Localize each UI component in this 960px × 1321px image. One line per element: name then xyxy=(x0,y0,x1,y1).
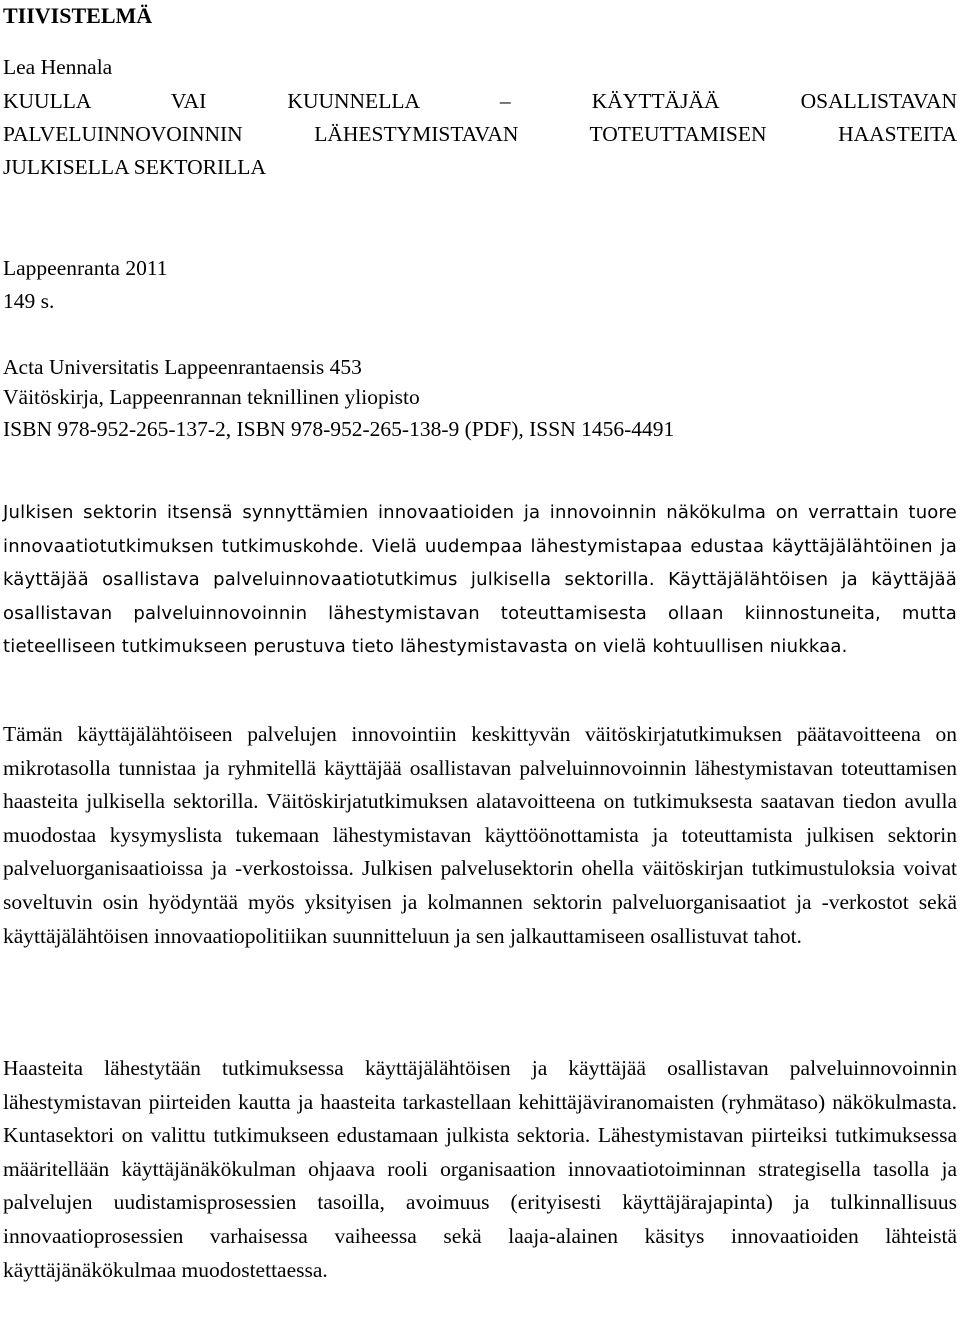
abstract-paragraph-2: Tämän käyttäjälähtöiseen palvelujen innovointiin keskittyvän väitöskirjatutkimuksen päätavoitteena on mikrotasolla tunnistaa ja ryhmitellä käyttäjää osallistavan palveluinnovoinnin lähestymistavan toteuttamisen haasteita julkisella sektorilla. Väitöskirjatutkimuksen alatavoitteena on tutkimuksesta saatavan tiedon avulla muodostaa kysymyslista tukemaan lähestymistavan käyttöönottamista ja toteuttamista julkisen sektorin palveluorganisaatioissa ja -verkostoissa. Julkisen palvelusektorin ohella väitöskirjan tutkimustuloksia voivat soveltuvin osin hyödyntää myös yksityisen ja kolmannen sektorin palveluorganisaatiot ja -verkostot sekä käyttäjälähtöisen innovaatiopolitiikan suunnitteluun ja sen jalkauttamiseen osallistuvat tahot. xyxy=(3,722,957,948)
title-line-2: PALVELUINNOVOINNIN LÄHESTYMISTAVAN TOTEUTTAMISEN HAASTEITA xyxy=(3,122,957,146)
abstract-paragraph-3: Haasteita lähestytään tutkimuksessa käyttäjälähtöisen ja käyttäjää osallistavan palveluinnovoinnin lähestymistavan piirteiden kautta ja haasteita tarkastellaan kehittäjäviranomaisten (ryhmätaso) näkökulmasta. Kuntasektori on valittu tutkimukseen edustamaan julkista sektoria. Lähestymistavan piirteiksi tutkimuksessa määritellään käyttäjänäkökulman ohjaava rooli organisaation innovaatiotoiminnan strategisella tasolla ja palvelujen uudistamisprosessien tasoilla, avoimuus (erityisesti käyttäjärajapinta) ja tulkinnallisuus innovaatioprosessien varhaisessa vaiheessa sekä laaja-alainen käsitys innovaatioiden lähteistä käyttäjänäkökulmaa muodostettaessa. xyxy=(3,1056,957,1282)
isbn-line: ISBN 978-952-265-137-2, ISBN 978-952-265-138-9 (PDF), ISSN 1456-4491 xyxy=(3,417,675,441)
page-heading: TIIVISTELMÄ xyxy=(3,3,153,28)
title-line-1: KUULLA VAI KUUNNELLA – KÄYTTÄJÄÄ OSALLISTAVAN xyxy=(3,89,957,113)
author-name: Lea Hennala xyxy=(3,55,113,79)
abstract-paragraph-1: Julkisen sektorin itsensä synnyttämien innovaatioiden ja innovoinnin näkökulma on verrattain tuore innovaatiotutkimuksen tutkimuskohde. Vielä uudempaa lähestymistapaa edustaa käyttäjälähtöinen ja käyttäjää osallistava palveluinnovaatiotutkimus julkisella sektorilla. Käyttäjälähtöisen ja käyttäjää osallistavan palveluinnovoinnin lähestymistavan toteuttamisesta ollaan kiinnostuneita, mutta tieteelliseen tutkimukseen perustuva tieto lähestymistavasta on vielä kohtuullisen niukkaa. xyxy=(3,502,957,658)
thesis-type: Väitöskirja, Lappeenrannan teknillinen yliopisto xyxy=(3,385,420,409)
page-count: 149 s. xyxy=(3,289,55,313)
place-year: Lappeenranta 2011 xyxy=(3,256,168,280)
title-line-3: JULKISELLA SEKTORILLA xyxy=(3,155,266,179)
series-name: Acta Universitatis Lappeenrantaensis 453 xyxy=(3,355,362,379)
